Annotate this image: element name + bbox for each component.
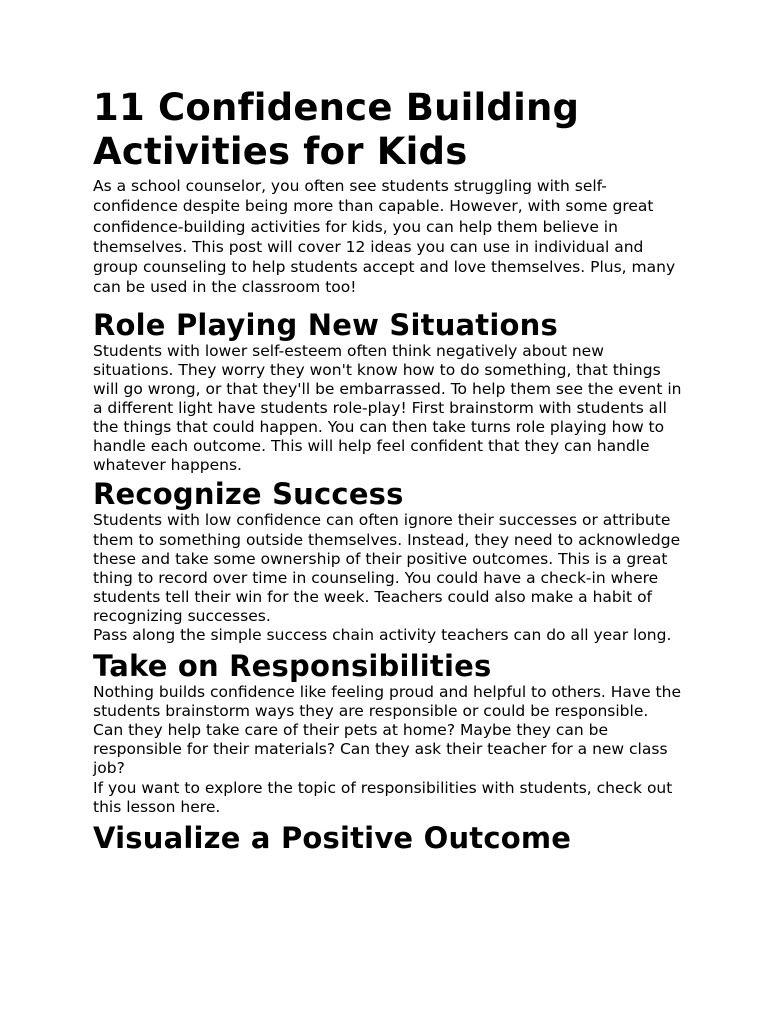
section-paragraph: If you want to explore the topic of responsibilities with students, check out this lesson here. xyxy=(93,778,673,816)
section-heading-recognize-success: Recognize Success xyxy=(93,477,404,512)
intro-paragraph: As a school counselor, you often see students struggling with self-confidence despite being more than capable. However, with some great confidence-building activities for kids, you can help them believe in themselves. This post will cover 12 ideas you can use in individual and group counseling to help students accept and love themselves. Plus, many can be used in the classroom too! xyxy=(93,177,676,297)
section-heading-visualize-positive-outcome: Visualize a Positive Outcome xyxy=(93,820,572,855)
section-heading-role-playing: Role Playing New Situations xyxy=(93,307,558,342)
section-paragraph: Nothing builds confidence like feeling proud and helpful to others. Have the students brainstorm ways they are responsible or could be responsible. Can they help take care of their pets at home? Maybe they can be responsible for their materials? Can they ask their teacher for a new class job? xyxy=(93,683,681,778)
section-paragraph: Students with lower self-esteem often think negatively about new situations. They worry they won't know how to do something, that things will go wrong, or that they'll be embarrassed. To help them see the event in a different light have students role-play! First brainstorm with students all the things that could happen. You can then take turns role playing how to handle each outcome. This will help feel confident that they can handle whatever happens. xyxy=(93,341,682,475)
section-paragraph: Students with low confidence can often ignore their successes or attribute them to something outside themselves. Instead, they need to acknowledge these and take some ownership of their positive outcomes. This is a great thing to record over time in counseling. You could have a check-in where students tell their win for the week. Teachers could also make a habit of recognizing successes. xyxy=(93,511,681,625)
page-title: 11 Confidence Building Activities for Kids xyxy=(93,86,580,173)
section-paragraph: Pass along the simple success chain activity teachers can do all year long. xyxy=(93,626,672,644)
section-heading-take-on-responsibilities: Take on Responsibilities xyxy=(93,649,492,684)
article xyxy=(93,86,683,855)
